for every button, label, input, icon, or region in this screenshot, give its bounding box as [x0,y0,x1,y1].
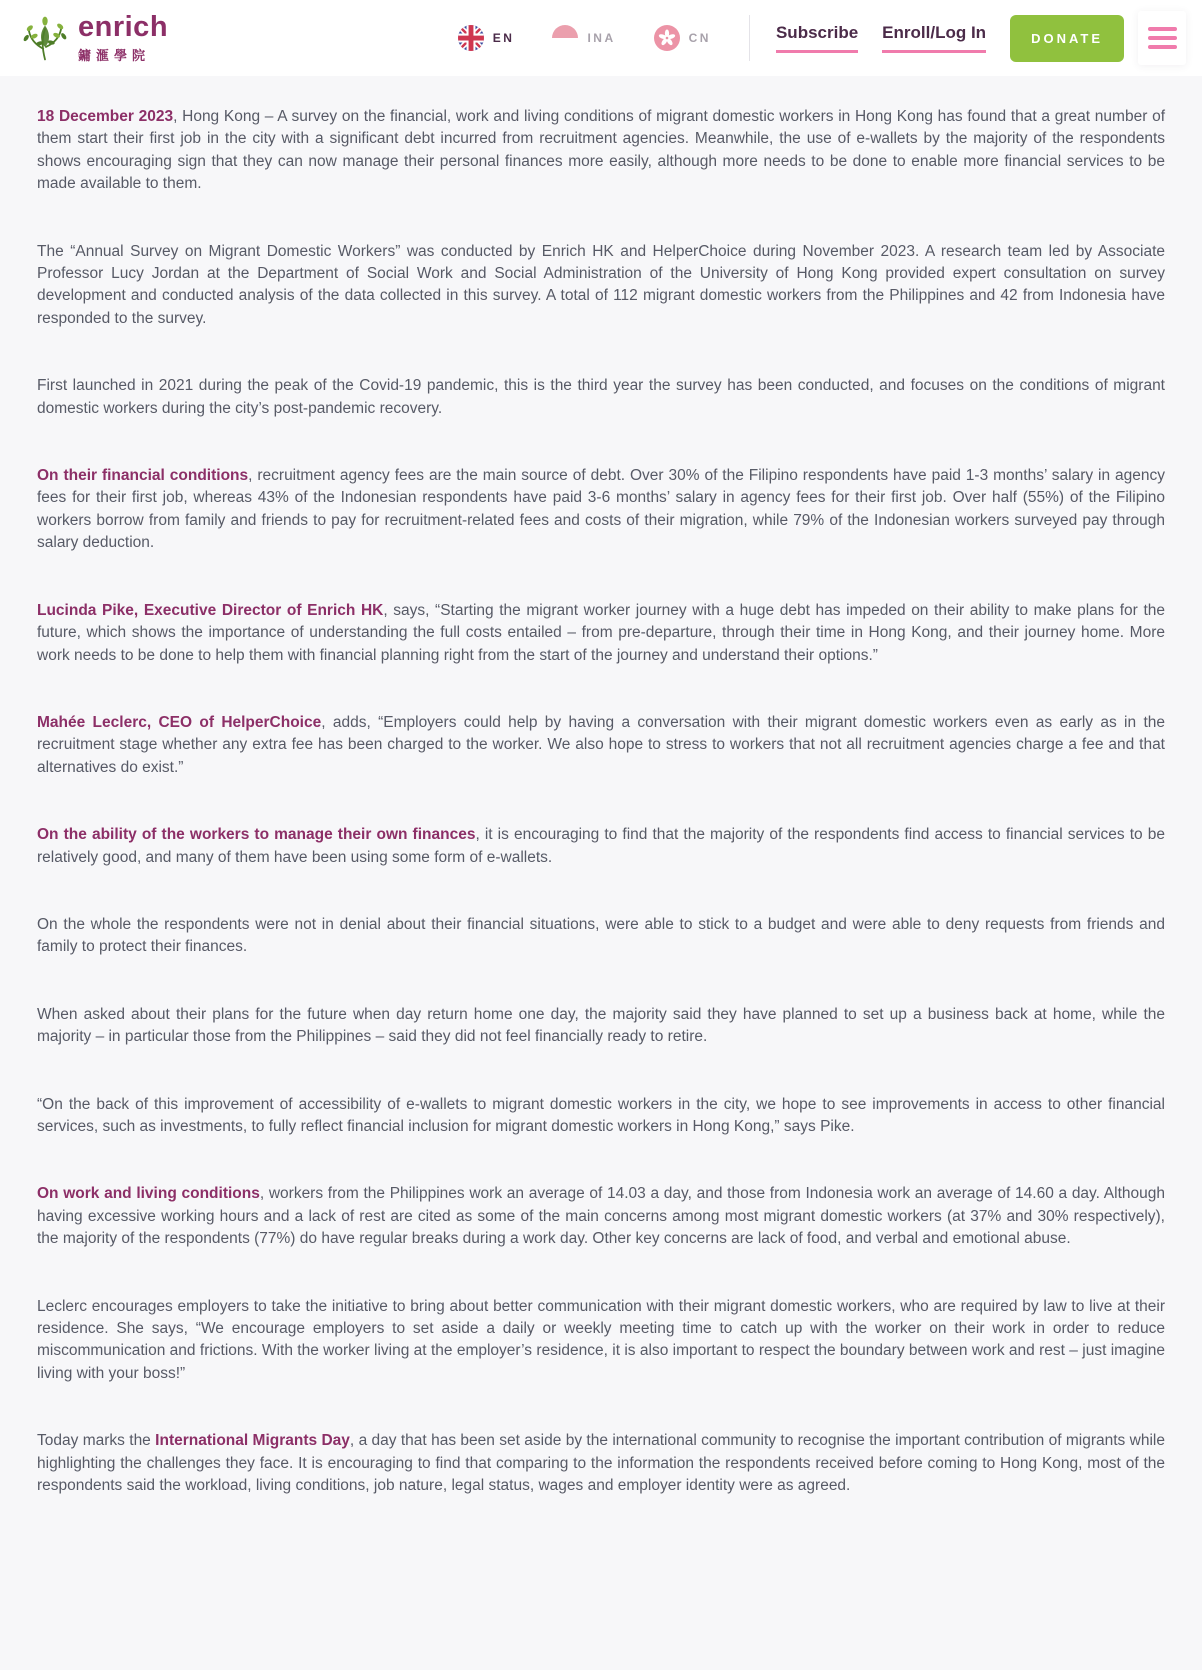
header-divider [749,15,750,61]
enroll-login-link[interactable]: Enroll/Log In [882,23,986,53]
logo-plant-icon [18,13,72,63]
financial-conditions-lead: On their financial conditions [37,467,249,485]
article-paragraph: When asked about their plans for the future when day return home one day, the majority said they have planned to set up a business back at home, while the majority – in particular those from the Philippines – said they did not feel financially ready to retire. [37,1005,1165,1046]
site-header [0,0,1202,76]
date-lead: 18 December 2023 [37,108,174,125]
article-paragraph: The “Annual Survey on Migrant Domestic Workers” was conducted by Enrich HK and HelperChoice during November 2023. A research team led by Associate Professor Lucy Jordan at the Department of Social Work and Social Administration of the University of Hong Kong provided expert consultation on survey development and conducted analysis of the data collected in this survey. A total of 112 migrant domestic workers from the Philippines and 42 from Indonesia have responded to the survey. [37,242,1165,327]
donate-button[interactable]: DONATE [1010,15,1124,62]
article-paragraph: Mahée Leclerc, CEO of HelperChoice, adds, “Employers could help by having a conversation with their migrant domestic workers even as early as in the recruitment stage whether any extra fee has been charged to the worker. We also hope to stress to workers that not all recruitment agencies charge a fee and that alternatives do exist.” [37,713,1165,776]
language-option-cn[interactable] [654,25,711,51]
subscribe-link[interactable]: Subscribe [776,23,858,53]
article-paragraph: Leclerc encourages employers to take the initiative to bring about better communication with their migrant domestic workers, who are required by law to live at their residence. She says, “We encourage employers to set aside a daily or weekly meeting time to catch up with the worker on their work in order to reduce miscommunication and frictions. With the worker living at the employer’s residence, it is also important to respect the boundary between work and rest – just imagine living with your boss!” [37,1297,1165,1382]
hamburger-icon [1148,27,1177,31]
international-migrants-day-link[interactable]: International Migrants Day [155,1432,350,1450]
language-label-en: EN [492,31,515,45]
press-release-article [0,76,1202,1557]
hongkong-flag-icon [654,25,680,51]
uk-flag-icon [458,25,484,51]
manage-finances-lead: On the ability of the workers to manage their own finances [37,826,476,844]
article-paragraph: On their financial conditions, recruitment agency fees are the main source of debt. Over 30% of the Filipino respondents have paid 1-3 months’ salary in agency fees for their first job, whereas 43% of the Indonesian respondents have paid 3-6 months’ salary in agency fees for their first job. Over half (55%) of the Filipino workers borrow from family and friends to pay for recruitment-related fees and costs of their migration, while 79% of the Indonesian workers surveyed pay through salary deduction. [37,467,1166,552]
article-paragraph: On the whole the respondents were not in denial about their financial situations, were able to stick to a budget and were able to deny requests from friends and family to protect their finances. [37,915,1165,956]
hamburger-menu-button[interactable] [1138,11,1186,65]
article-paragraph: “On the back of this improvement of accessibility of e-wallets to migrant domestic workers in the city, we hope to see improvements in access to other financial services, such as investments, to fully reflect financial inclusion for migrant domestic workers in Hong Kong,” says Pike. [37,1095,1165,1135]
article-paragraph: Today marks the International Migrants Day, a day that has been set aside by the international community to recognise the important contribution of migrants while highlighting the challenges they face. It is encouraging to find that comparing to the information the respondents received before coming to Hong Kong, most of the respondents said the workload, living conditions, job nature, legal status, wages and employer identity were as agreed. [37,1432,1165,1495]
language-label-cn: CN [688,31,711,45]
header-nav [458,11,1186,65]
indonesia-flag-icon [552,25,578,51]
article-paragraph: 18 December 2023, Hong Kong – A survey on the financial, work and living conditions of migrant domestic workers in Hong Kong has found that a great number of them start their first job in the city with a significant debt incurred from recruitment agencies. Meanwhile, the use of e-wallets by the majority of the respondents shows encouraging sign that they can now manage their personal finances more easily, although more needs to be done to enable more financial services to be made available to them. [37,108,1165,193]
lucinda-pike-lead: Lucinda Pike, Executive Director of Enrich HK [37,601,384,619]
language-option-ina[interactable] [552,25,615,51]
logo[interactable] [18,10,169,64]
logo-wordmark: enrich [78,10,169,43]
article-paragraph: On the ability of the workers to manage their own finances, it is encouraging to find that the majority of the respondents find access to financial services to be relatively good, and many of them have been using some form of e-wallets. [37,826,1165,866]
mahee-leclerc-lead: Mahée Leclerc, CEO of HelperChoice [37,713,322,731]
article-paragraph: On work and living conditions, workers from the Philippines work an average of 14.03 a day, and those from Indonesia work an average of 14.60 a day. Although having excessive working hours and a lack of rest are cited as some of the main concerns among most migrant domestic workers (at 37% and 30% respectively), the majority of the respondents (77%) do have regular breaks during a work day. Other key concerns are lack of food, and verbal and emotional abuse. [37,1185,1165,1248]
language-label-ina: INA [587,31,616,45]
article-paragraph: Lucinda Pike, Executive Director of Enrich HK, says, “Starting the migrant worker journey with a huge debt has impeded on their ability to make plans for the future, which shows the importance of understanding the full costs entailed – from pre-departure, through their time in Hong Kong, and their journey home. More work needs to be done to help them with financial planning right from the start of the journey and understand their options.” [37,601,1166,664]
work-living-conditions-lead: On work and living conditions [37,1185,260,1203]
article-paragraph: First launched in 2021 during the peak of the Covid-19 pandemic, this is the third year the survey has been conducted, and focuses on the conditions of migrant domestic workers during the city’s post-pandemic recovery. [37,377,1165,417]
logo-chinese-name: 鏞滙學院 [78,47,151,63]
language-option-en[interactable] [458,25,515,51]
